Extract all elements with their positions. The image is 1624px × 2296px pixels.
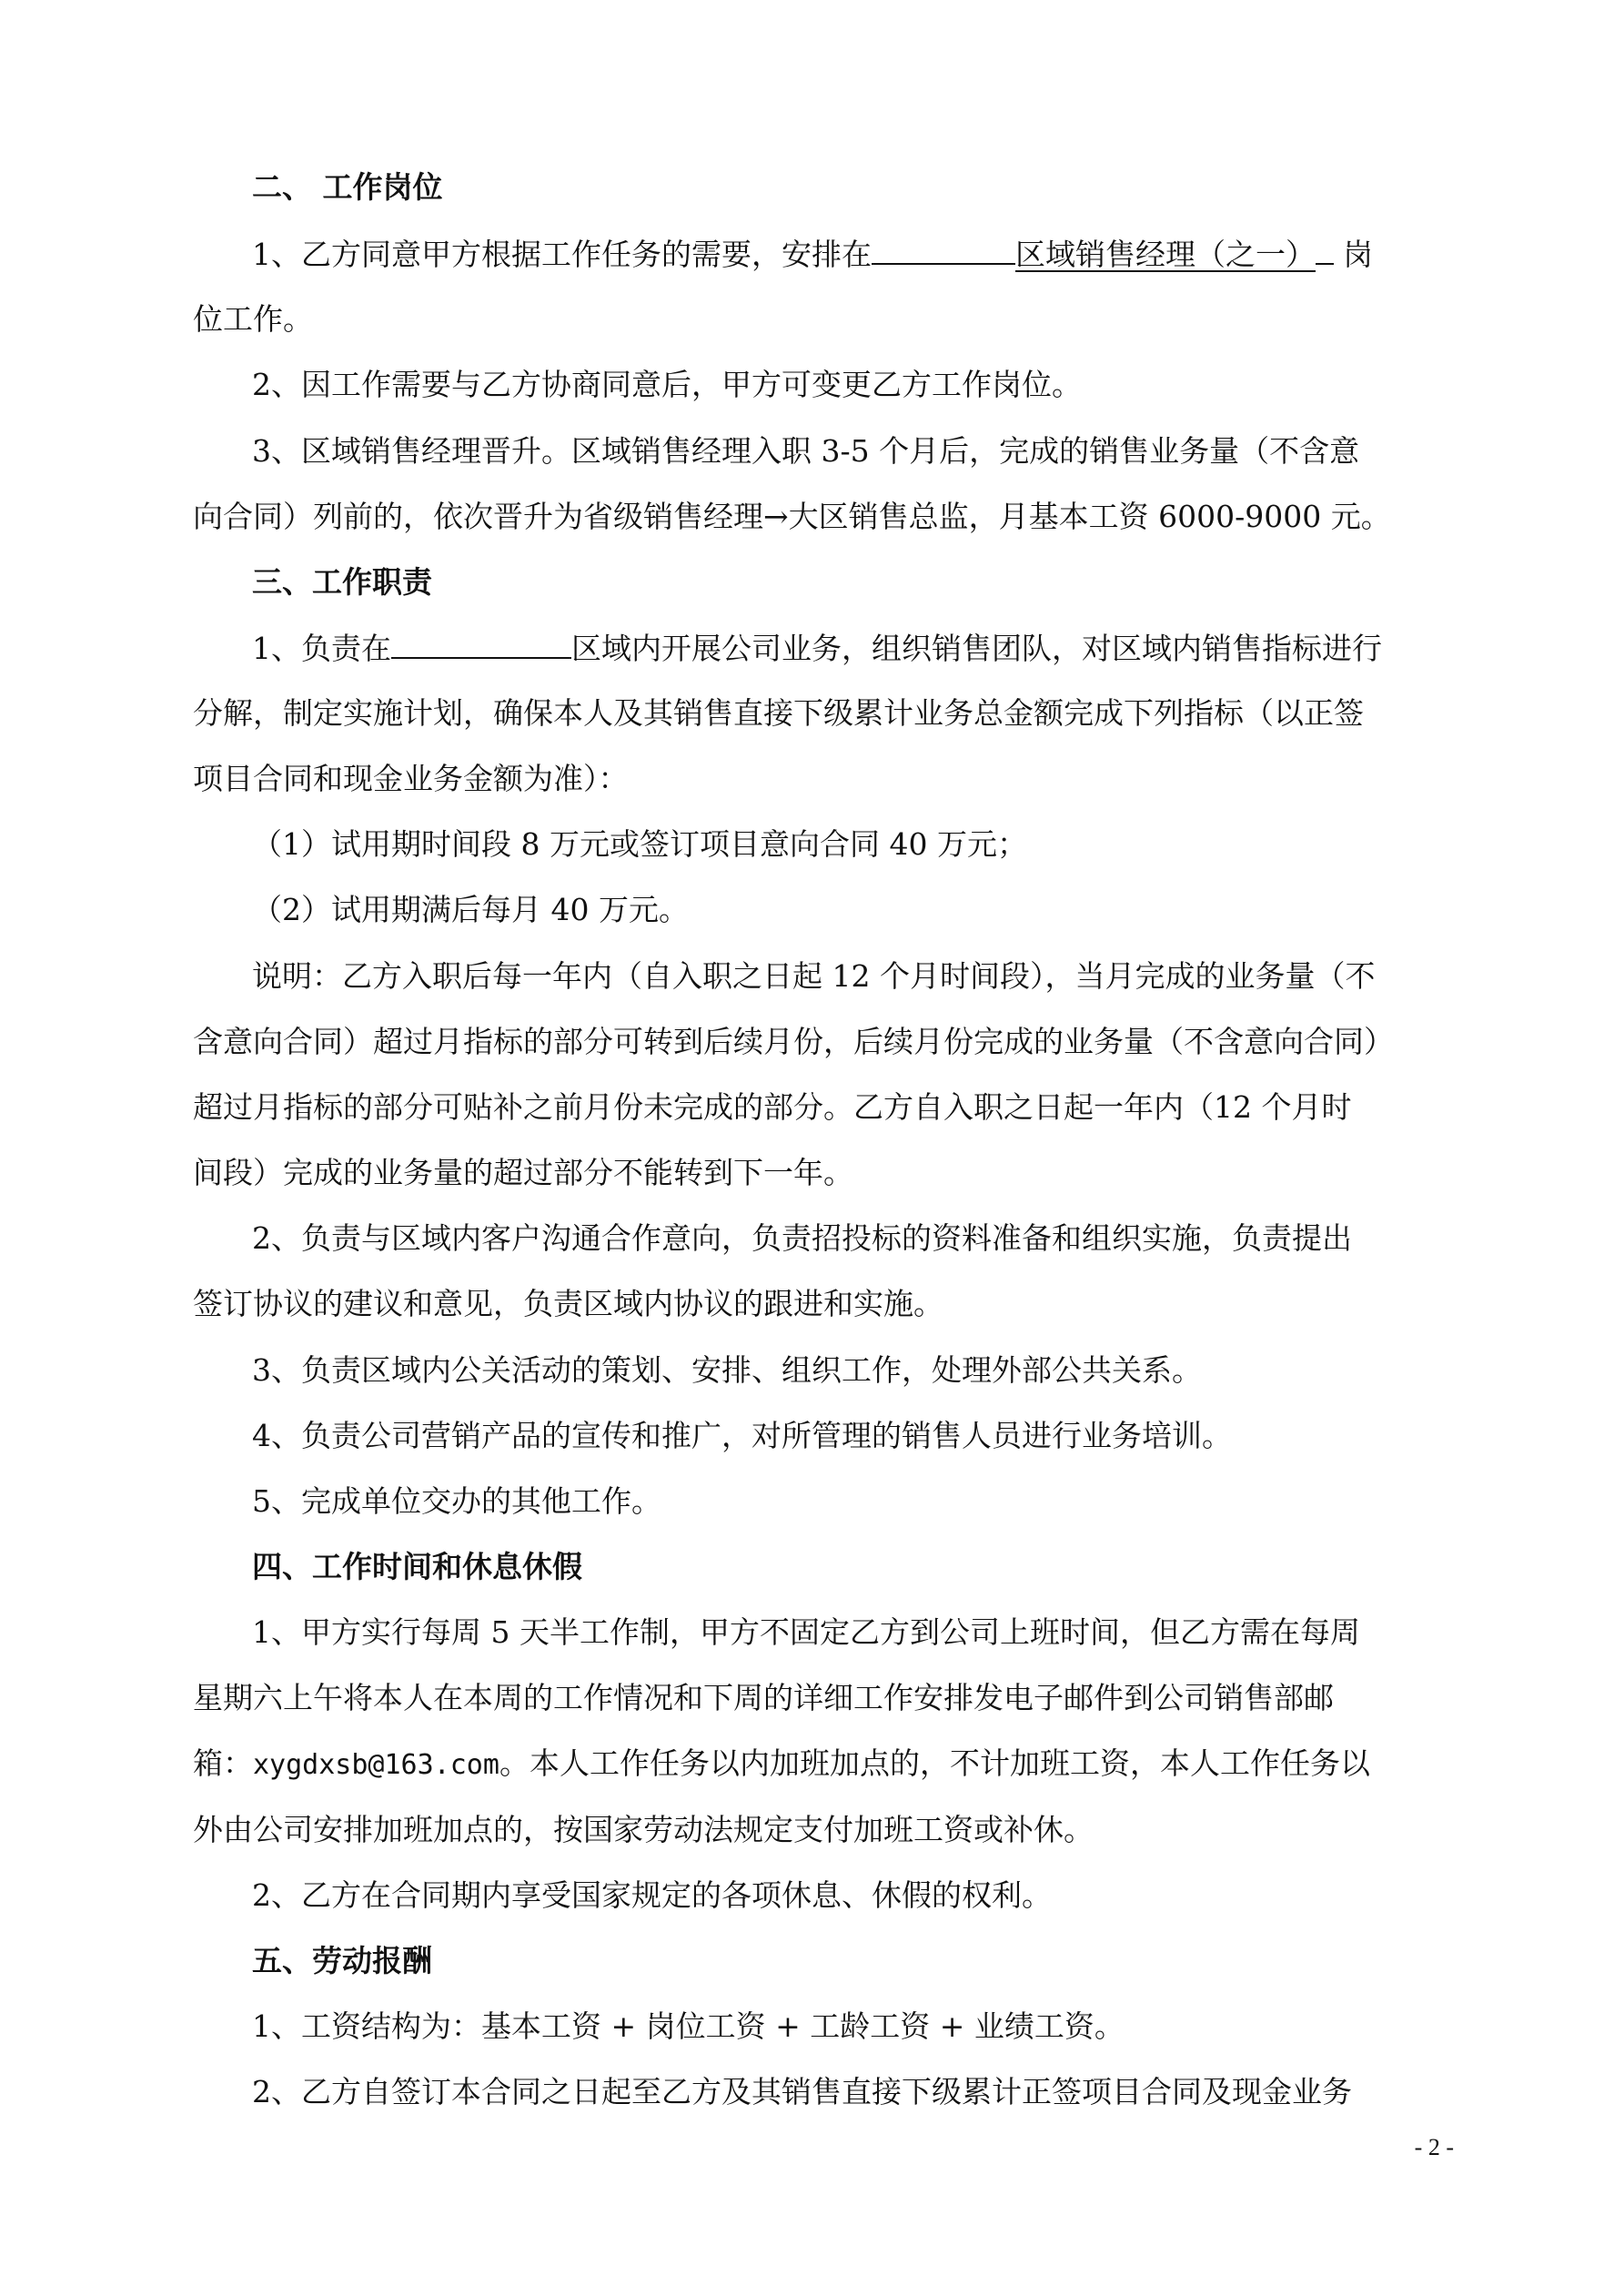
paragraph-line [252, 630, 1382, 667]
text-segment: 岗 [1343, 237, 1373, 272]
paragraph-line: 2、负责与区域内客户沟通合作意向，负责招投标的资料准备和组织实施，负责提出 [252, 1220, 1352, 1256]
paragraph-line: 间段）完成的业务量的超过部分不能转到下一年。 [193, 1155, 853, 1190]
paragraph-line: 说明：乙方入职后每一年内（自入职之日起 12 个月时间段），当月完成的业务量（不 [252, 958, 1376, 994]
list-item: （1）试用期时间段 8 万元或签订项目意向合同 40 万元； [252, 826, 1027, 862]
fill-in-blank [1316, 236, 1334, 265]
paragraph-line: 2、乙方自签订本合同之日起至乙方及其销售直接下级累计正签项目合同及现金业务 [252, 2074, 1352, 2109]
paragraph-line: 3、区域销售经理晋升。区域销售经理入职 3-5 个月后，完成的销售业务量（不含意 [252, 433, 1360, 469]
paragraph-line: 3、负责区域内公关活动的策划、安排、组织工作，处理外部公共关系。 [252, 1352, 1202, 1388]
paragraph-line: 向合同）列前的，依次晋升为省级销售经理→大区销售总监，月基本工资 6000-9000 元。 [193, 499, 1391, 534]
paragraph-line [193, 1745, 1370, 1784]
fill-in-blank [872, 236, 1015, 265]
paragraph-line: 1、甲方实行每周 5 天半工作制，甲方不固定乙方到公司上班时间，但乙方需在每周 [252, 1614, 1360, 1650]
paragraph-line: 2、因工作需要与乙方协商同意后，甲方可变更乙方工作岗位。 [252, 367, 1082, 402]
paragraph-line: 星期六上午将本人在本周的工作情况和下周的详细工作安排发电子邮件到公司销售部邮 [193, 1680, 1334, 1715]
paragraph-line: 外由公司安排加班加点的，按国家劳动法规定支付加班工资或补休。 [193, 1812, 1094, 1847]
paragraph-line: 1、工资结构为：基本工资 + 岗位工资 + 工龄工资 + 业绩工资。 [252, 2008, 1125, 2044]
paragraph-line: 签订协议的建议和意见，负责区域内协议的跟进和实施。 [193, 1286, 943, 1321]
fill-in-blank [391, 630, 571, 659]
section-heading-work-hours: 四、工作时间和休息休假 [252, 1549, 582, 1584]
text-segment: 1、负责在 [252, 631, 391, 666]
page-number: - 2 - [1414, 2134, 1454, 2160]
paragraph-line: 5、完成单位交办的其他工作。 [252, 1483, 661, 1519]
section-heading-job-duties: 三、工作职责 [252, 564, 432, 600]
paragraph-line [252, 236, 1373, 273]
paragraph-line: 项目合同和现金业务金额为准）： [193, 761, 629, 796]
text-segment: 。本人工作任务以内加班加点的，不计加班工资，本人工作任务以 [499, 1745, 1370, 1781]
section-heading-work-position: 二、 工作岗位 [252, 169, 443, 205]
section-heading-remuneration: 五、劳动报酬 [252, 1943, 432, 1978]
paragraph-line: 2、乙方在合同期内享受国家规定的各项休息、休假的权利。 [252, 1877, 1052, 1913]
position-name: 区域销售经理（之一） [1015, 237, 1316, 272]
email-address: xygdxsb@163.com [253, 1749, 499, 1781]
text-segment: 1、乙方同意甲方根据工作任务的需要，安排在 [252, 237, 872, 272]
paragraph-line: 分解，制定实施计划，确保本人及其销售直接下级累计业务总金额完成下列指标（以正签 [193, 695, 1364, 731]
text-segment: 区域内开展公司业务，组织销售团队，对区域内销售指标进行 [571, 631, 1382, 666]
text-segment: 箱： [193, 1745, 253, 1781]
paragraph-line: 位工作。 [193, 301, 313, 337]
list-item: （2）试用期满后每月 40 万元。 [252, 892, 689, 927]
paragraph-line: 含意向合同）超过月指标的部分可转到后续月份，后续月份完成的业务量（不含意向合同） [193, 1024, 1394, 1059]
paragraph-line: 4、负责公司营销产品的宣传和推广，对所管理的销售人员进行业务培训。 [252, 1418, 1232, 1453]
paragraph-line: 超过月指标的部分可贴补之前月份未完成的部分。乙方自入职之日起一年内（12 个月时 [193, 1089, 1352, 1125]
